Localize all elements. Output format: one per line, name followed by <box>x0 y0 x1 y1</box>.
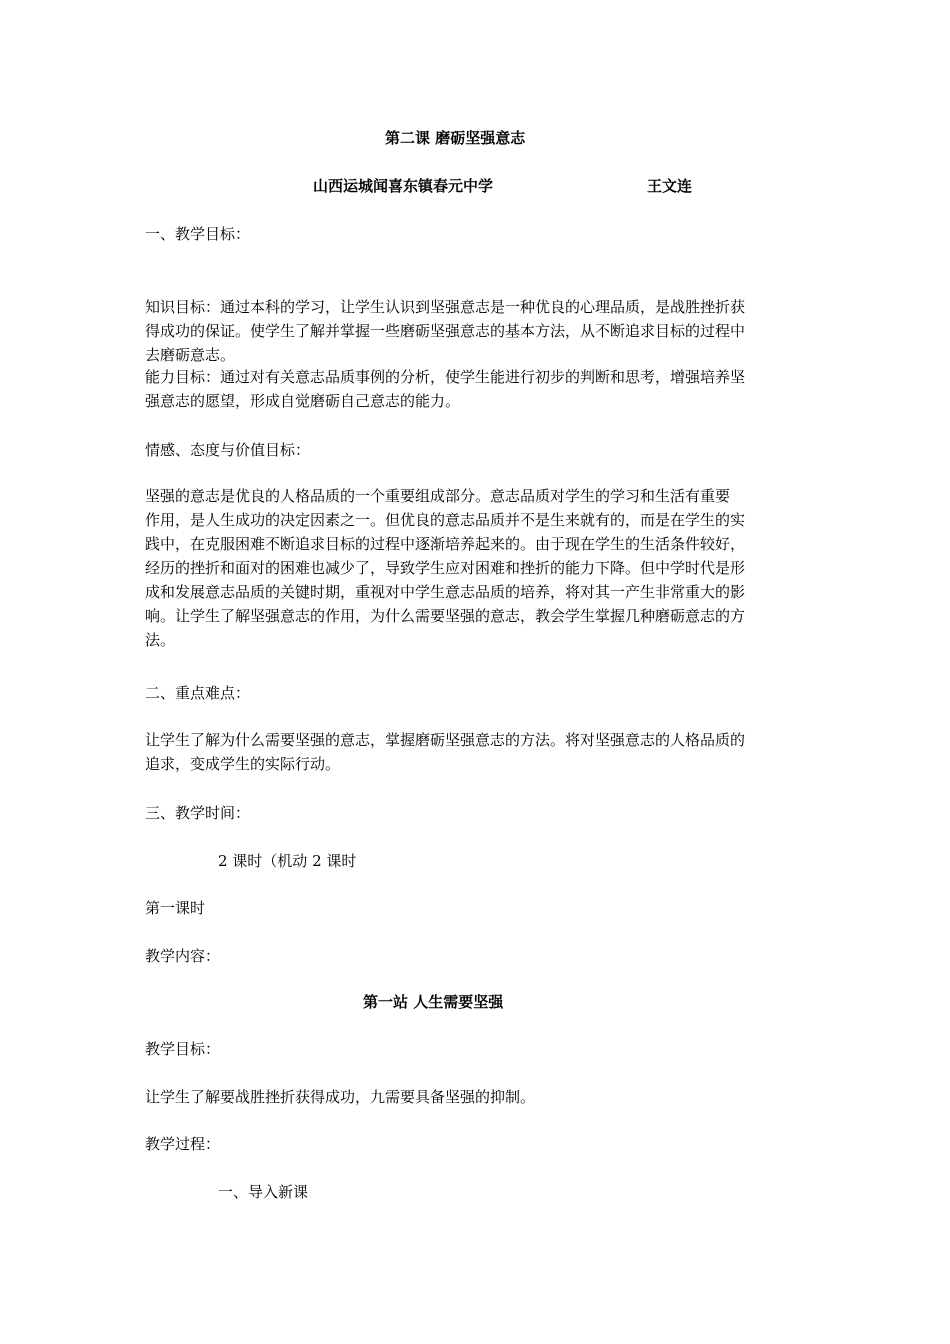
paragraph-line: 践中，在克服困难不断追求目标的过程中逐渐培养起来的。由于现在学生的生活条件较好， <box>145 535 746 553</box>
section-heading-objectives: 一、教学目标： <box>145 225 251 243</box>
author-name: 王文连 <box>647 177 693 195</box>
ability-objective-paragraph <box>145 365 810 413</box>
school-name: 山西运城闻喜东镇春元中学 <box>313 177 494 195</box>
paragraph-line: 经历的挫折和面对的困难也减少了，导致学生应对困难和挫折的能力下降。但中学时代是形 <box>145 559 746 577</box>
paragraph-line: 能力目标：通过对有关意志品质事例的分析，使学生能进行初步的判断和思考，增强培养坚 <box>145 368 746 386</box>
paragraph-line: 作用，是人生成功的决定因素之一。但优良的意志品质并不是生来就有的，而是在学生的实 <box>145 511 746 529</box>
knowledge-objective-paragraph <box>145 295 810 367</box>
document-title: 第二课 磨砺坚强意志 <box>385 129 526 147</box>
paragraph-line: 让学生了解为什么需要坚强的意志，掌握磨砺坚强意志的方法。将对坚强意志的人格品质的 <box>145 731 746 749</box>
emotion-objective-paragraph <box>145 484 810 652</box>
keypoints-paragraph <box>145 728 810 776</box>
paragraph-line: 追求，变成学生的实际行动。 <box>145 755 341 773</box>
teaching-time-text: 2 课时（机动 2 课时 <box>218 852 357 870</box>
paragraph-line: 坚强的意志是优良的人格品质的一个重要组成部分。意志品质对学生的学习和生活有重要 <box>145 487 731 505</box>
paragraph-line: 法。 <box>145 631 176 649</box>
lesson-one-label: 第一课时 <box>145 899 206 917</box>
section-heading-time: 三、教学时间： <box>145 804 251 822</box>
paragraph-line: 得成功的保证。使学生了解并掌握一些磨砺坚强意志的基本方法，从不断追求目标的过程中 <box>145 322 746 340</box>
paragraph-line: 知识目标：通过本科的学习，让学生认识到坚强意志是一种优良的心理品质，是战胜挫折获 <box>145 298 746 316</box>
teaching-goal-text: 让学生了解要战胜挫折获得成功，九需要具备坚强的抑制。 <box>145 1088 536 1106</box>
station-title: 第一站 人生需要坚强 <box>363 993 504 1011</box>
intro-new-lesson: 一、导入新课 <box>218 1183 309 1201</box>
teaching-process-heading: 教学过程： <box>145 1135 221 1153</box>
paragraph-line: 强意志的愿望，形成自觉磨砺自己意志的能力。 <box>145 392 461 410</box>
teaching-goal-heading: 教学目标： <box>145 1040 221 1058</box>
paragraph-line: 响。让学生了解坚强意志的作用，为什么需要坚强的意志，教会学生掌握几种磨砺意志的方 <box>145 607 746 625</box>
teaching-content-heading: 教学内容： <box>145 947 221 965</box>
paragraph-line: 成和发展意志品质的关键时期，重视对中学生意志品质的培养，将对其一产生非常重大的影 <box>145 583 746 601</box>
paragraph-line: 去磨砺意志。 <box>145 346 236 364</box>
section-heading-keypoints: 二、重点难点： <box>145 684 251 702</box>
emotion-objective-heading: 情感、态度与价值目标： <box>145 441 311 459</box>
